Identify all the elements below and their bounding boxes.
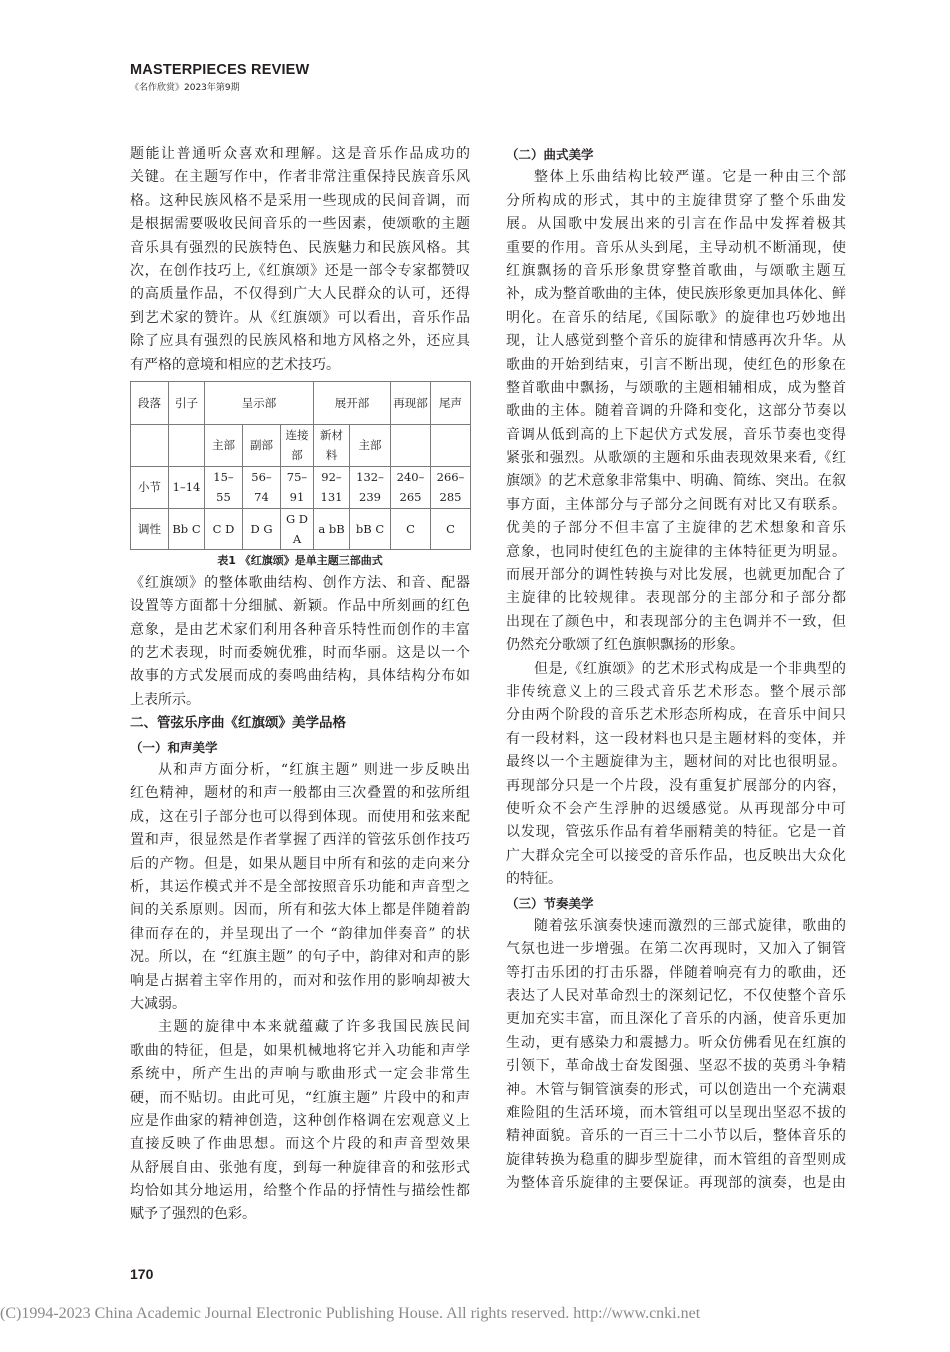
text-line: 格。这种民族风格不是采用一些现成的民间音调，而: [130, 192, 470, 209]
table-cell: a bB: [314, 508, 350, 549]
text-line: 以发现，管弦乐作品有着华丽精美的特征。它是一首: [506, 824, 846, 841]
right-paragraph-3: [506, 915, 846, 1196]
text-line: 主题的旋律中本来就蕴藏了许多我国民族民间: [158, 1019, 470, 1036]
text-line: 整体上乐曲结构比较严谨。它是一种由三个部: [534, 169, 846, 186]
text-line: 生动，更有感染力和震撼力。听众仿佛看见在红旗的: [506, 1034, 846, 1051]
text-line: 况。所以，在 “红旗主题” 的句子中，韵律对和声的影: [130, 949, 470, 966]
text-line: 再现部分只是一个片段，没有重复扩展部分的内容，: [506, 777, 846, 794]
text-line: 的特征。: [506, 871, 562, 888]
th-sub-part: 副部: [243, 424, 281, 466]
table-cell: C: [431, 508, 471, 549]
text-line: 关键。在主题写作中，作者非常注重保持民族音乐风: [130, 169, 470, 186]
th-exposition: 呈示部: [205, 381, 314, 424]
text-line: 分由两个阶段的音乐艺术形态所构成，在音乐中间只: [506, 707, 846, 724]
text-line: 到艺术家的赞许。从《红旗颂》可以看出，音乐作品: [130, 309, 470, 326]
text-line: 直接反映了作曲思想。而这个片段的和声音型效果: [130, 1136, 470, 1153]
table-cell: C D: [205, 508, 243, 549]
left-paragraph-4: [130, 1016, 470, 1227]
left-column: [130, 143, 470, 1227]
text-line: 仍然充分歌颂了红色旗帜飘扬的形象。: [506, 637, 744, 654]
text-line: 表达了人民对革命烈士的深刻记忆，不仅使整个音乐: [506, 988, 846, 1005]
text-line: 红色精神，题材的和声一般都由三次叠置的和弦所组: [130, 785, 470, 802]
page-number: 170: [130, 1266, 154, 1282]
text-line: 间的关系原则。因而，所有和弦大体上都是伴随着韵: [130, 902, 470, 919]
text-line: 音乐具有强烈的民族特色、民族魅力和民族风格。其: [130, 239, 470, 256]
table-cell: 92–131: [314, 466, 350, 508]
left-paragraph-2: [130, 572, 470, 712]
row-label-key: 调性: [131, 508, 169, 549]
text-line: 后的产物。但是，如果从题目中所有和弦的走向来分: [130, 855, 470, 872]
text-line: 音调从低到高的上下起伏方式发展，音乐节奏也变得: [506, 426, 846, 443]
text-line: 精神面貌。音乐的一百三十二小节以后，整体音乐的: [506, 1128, 846, 1145]
table-cell: [169, 424, 205, 466]
text-line: 设置等方面都十分细腻、新颖。作品中所刻画的红色: [130, 598, 470, 615]
subsection-1-heading: （一）和声美学: [130, 739, 218, 755]
text-line: 置和声，很显然是作者掌握了西洋的管弦乐创作技巧: [130, 832, 470, 849]
text-line: 非传统意义上的三段式音乐艺术形态。整个展示部: [506, 683, 846, 700]
text-line: 歌曲的主体。随着音调的升降和变化，这部分节奏以: [506, 403, 846, 420]
text-line: 紧张和强烈。从歌颂的主题和乐曲表现效果来看,《红: [506, 450, 846, 467]
text-line: 意象，是由艺术家们利用各种音乐特性而创作的丰富: [130, 621, 470, 638]
text-line: 响是占据着主宰作用的，而对和弦作用的影响却被大: [130, 972, 470, 989]
journal-title: MASTERPIECES REVIEW: [130, 62, 310, 78]
text-line: 应是作曲家的精神创造，这种创作格调在宏观意义上: [130, 1112, 470, 1129]
table-cell: D G: [243, 508, 281, 549]
text-line: 大减弱。: [130, 995, 186, 1012]
th-main-part-2: 主部: [350, 424, 391, 466]
text-line: 歌曲的开始到结束，引言不断出现，使红色的形象在: [506, 356, 846, 373]
table-cell: 266–285: [431, 466, 471, 508]
table-cell: Bb C: [169, 508, 205, 549]
text-line: 现，让人感觉到整个音乐的旋律和情感再次升华。从: [506, 333, 846, 350]
text-line: 等打击乐团的打击乐器，伴随着响亮有力的歌曲，还: [506, 964, 846, 981]
text-line: 赋予了强烈的色彩。: [130, 1206, 256, 1223]
text-line: 的高质量作品，不仅得到广大人民群众的认可，还得: [130, 286, 470, 303]
th-recap: 再现部: [391, 381, 431, 424]
text-line: 更加充实丰富，而且深化了音乐的内涵，使音乐更加: [506, 1011, 846, 1028]
text-line: 歌曲的特征，但是，如果机械地将它并入功能和声学: [130, 1042, 470, 1059]
right-paragraph-1: [506, 166, 846, 657]
text-line: 随着弦乐演奏快速而激烈的三部式旋律，歌曲的: [534, 917, 846, 934]
text-line: 难险阻的生活环境，而木管组可以呈现出坚忍不拔的: [506, 1105, 846, 1122]
text-line: 次，在创作技巧上,《红旗颂》还是一部令专家都赞叹: [130, 262, 470, 279]
text-line: 引领下，革命战士奋发图强、坚忍不拔的英勇斗争精: [506, 1058, 846, 1075]
text-line: 旋律转换为稳重的脚步型旋律，而木管组的音型则成: [506, 1151, 846, 1168]
table-cell: 15–55: [205, 466, 243, 508]
th-section: 段落: [131, 381, 169, 424]
text-line: 的艺术表现，时而委婉优雅，时而华丽。这是以一个: [130, 645, 470, 662]
text-line: 上表所示。: [130, 691, 200, 708]
text-line: 析，其运作模式并不是全部按照音乐功能和声音型之: [130, 878, 470, 895]
table-cell: bB C: [350, 508, 391, 549]
table-cell: [391, 424, 431, 466]
text-line: 律而存在的，并呈现出了一个 “韵律加伴奏音” 的状: [130, 925, 470, 942]
th-coda: 尾声: [431, 381, 471, 424]
text-line: 最终以一个主题旋律为主，题材间的对比也很明显。: [506, 754, 846, 771]
th-new-material: 新材料: [314, 424, 350, 466]
table-cell: [131, 424, 169, 466]
table-caption: 表1 《红旗颂》是单主题三部曲式: [217, 553, 383, 567]
table-cell: 132–239: [350, 466, 391, 508]
text-line: 整首歌曲中飘扬，与颂歌的主题相辅相成，成为整首: [506, 379, 846, 396]
text-line: 补，成为整首歌曲的主体，使民族形象更加具体化、鲜: [506, 286, 846, 303]
th-development: 展开部: [314, 381, 391, 424]
table-cell: 1–14: [169, 466, 205, 508]
table-cell: 240–265: [391, 466, 431, 508]
text-line: 重要的作用。音乐从头到尾，主导动机不断涌现，使: [506, 239, 846, 256]
text-line: 从舒展自由、张弛有度，到每一种旋律音的和弦形式: [130, 1159, 470, 1176]
table-cell: 56–74: [243, 466, 281, 508]
text-line: 有严格的意境和相应的艺术技巧。: [130, 356, 340, 373]
text-line: 均恰如其分地运用，给整个作品的抒情性与描绘性都: [130, 1183, 470, 1200]
th-main-part: 主部: [205, 424, 243, 466]
text-line: 主旋律的比较规律。表现部分的主部分和子部分都: [506, 590, 846, 607]
text-line: 气氛也进一步增强。在第二次再现时，又加入了铜管: [506, 941, 846, 958]
copyright-footer: (C)1994-2023 China Academic Journal Electronic Publishing House. All rights reserved. http://www.cnki.net: [0, 1305, 701, 1322]
left-paragraph-3: [130, 759, 470, 1016]
text-line: 分所构成的形式，其中的主旋律贯穿了整个乐曲发: [506, 192, 846, 209]
text-line: 但是,《红旗颂》的艺术形式构成是一个非典型的: [534, 660, 846, 677]
text-line: 为整体音乐旋律的主要保证。再现部的演奏，也是由: [506, 1175, 846, 1192]
subsection-3-heading: （三）节奏美学: [506, 895, 594, 911]
text-line: 出现在了颜色中，和表现部分的主色调并不一致，但: [506, 613, 846, 630]
th-transition: 连接部: [281, 424, 314, 466]
text-line: 是根据需要吸收民间音乐的一些因素，使颂歌的主题: [130, 216, 470, 233]
text-line: 故事的方式发展而成的奏鸣曲结构，具体结构分布如: [130, 668, 470, 685]
text-line: 使听众不会产生浮肿的迟缓感觉。从再现部分中可: [506, 800, 846, 817]
text-line: 有一段材料，这一段材料也只是主题材料的变体，并: [506, 730, 846, 747]
structure-table: [130, 381, 471, 550]
text-line: 旗颂》的艺术意象非常集中、明确、简练、突出。在叙: [506, 473, 846, 490]
table-cell: G D A: [281, 508, 314, 549]
section-2-heading: 二、管弦乐序曲《红旗颂》美学品格: [130, 715, 346, 732]
text-line: 广大群众完全可以接受的音乐作品，也反映出大众化: [506, 847, 846, 864]
text-line: 事方面，主体部分与子部分之间既有对比又有联系。: [506, 496, 846, 513]
subsection-2-heading: （二）曲式美学: [506, 147, 594, 162]
text-line: 展。从国歌中发展出来的引言在作品中发挥着极其: [506, 216, 846, 233]
table-cell: 75–91: [281, 466, 314, 508]
text-line: 红旗飘扬的音乐形象贯穿整首歌曲，与颂歌主题互: [506, 262, 846, 279]
text-line: 神。木管与铜管演奏的形式，可以创造出一个充满艰: [506, 1081, 846, 1098]
text-line: 系统中，所产生出的声响与歌曲形式一定会非常生: [130, 1066, 470, 1083]
text-line: 而展开部分的调性转换与对比发展，也就更加配合了: [506, 567, 846, 584]
text-line: 题能让普通听众喜欢和理解。这是音乐作品成功的: [130, 146, 470, 162]
text-line: 明化。在音乐的结尾,《国际歌》的旋律也巧妙地出: [506, 309, 846, 326]
table-cell: [431, 424, 471, 466]
text-line: 成，这在引子部分也可以得到体现。而使用和弦来配: [130, 808, 470, 825]
table-cell: C: [391, 508, 431, 549]
text-line: 优美的子部分不但丰富了主旋律的艺术想象和音乐: [506, 520, 846, 537]
row-label-measures: 小节: [131, 466, 169, 508]
text-line: 硬，而不贴切。由此可见，“红旗主题” 片段中的和声: [130, 1089, 470, 1106]
text-line: 除了应具有强烈的民族风格和地方风格之外，还应具: [130, 333, 470, 350]
right-column: [506, 143, 846, 1196]
text-line: 从和声方面分析，“红旗主题” 则进一步反映出: [158, 762, 470, 779]
journal-issue: 《名作欣赏》2023年第9期: [130, 83, 240, 93]
text-line: 《红旗颂》的整体歌曲结构、创作方法、和音、配器: [130, 574, 470, 591]
right-paragraph-2: [506, 658, 846, 892]
th-intro: 引子: [169, 381, 205, 424]
text-line: 意象，也同时使红色的主旋律的主体特征更为明显。: [506, 543, 846, 560]
left-top-paragraph: [130, 143, 470, 377]
